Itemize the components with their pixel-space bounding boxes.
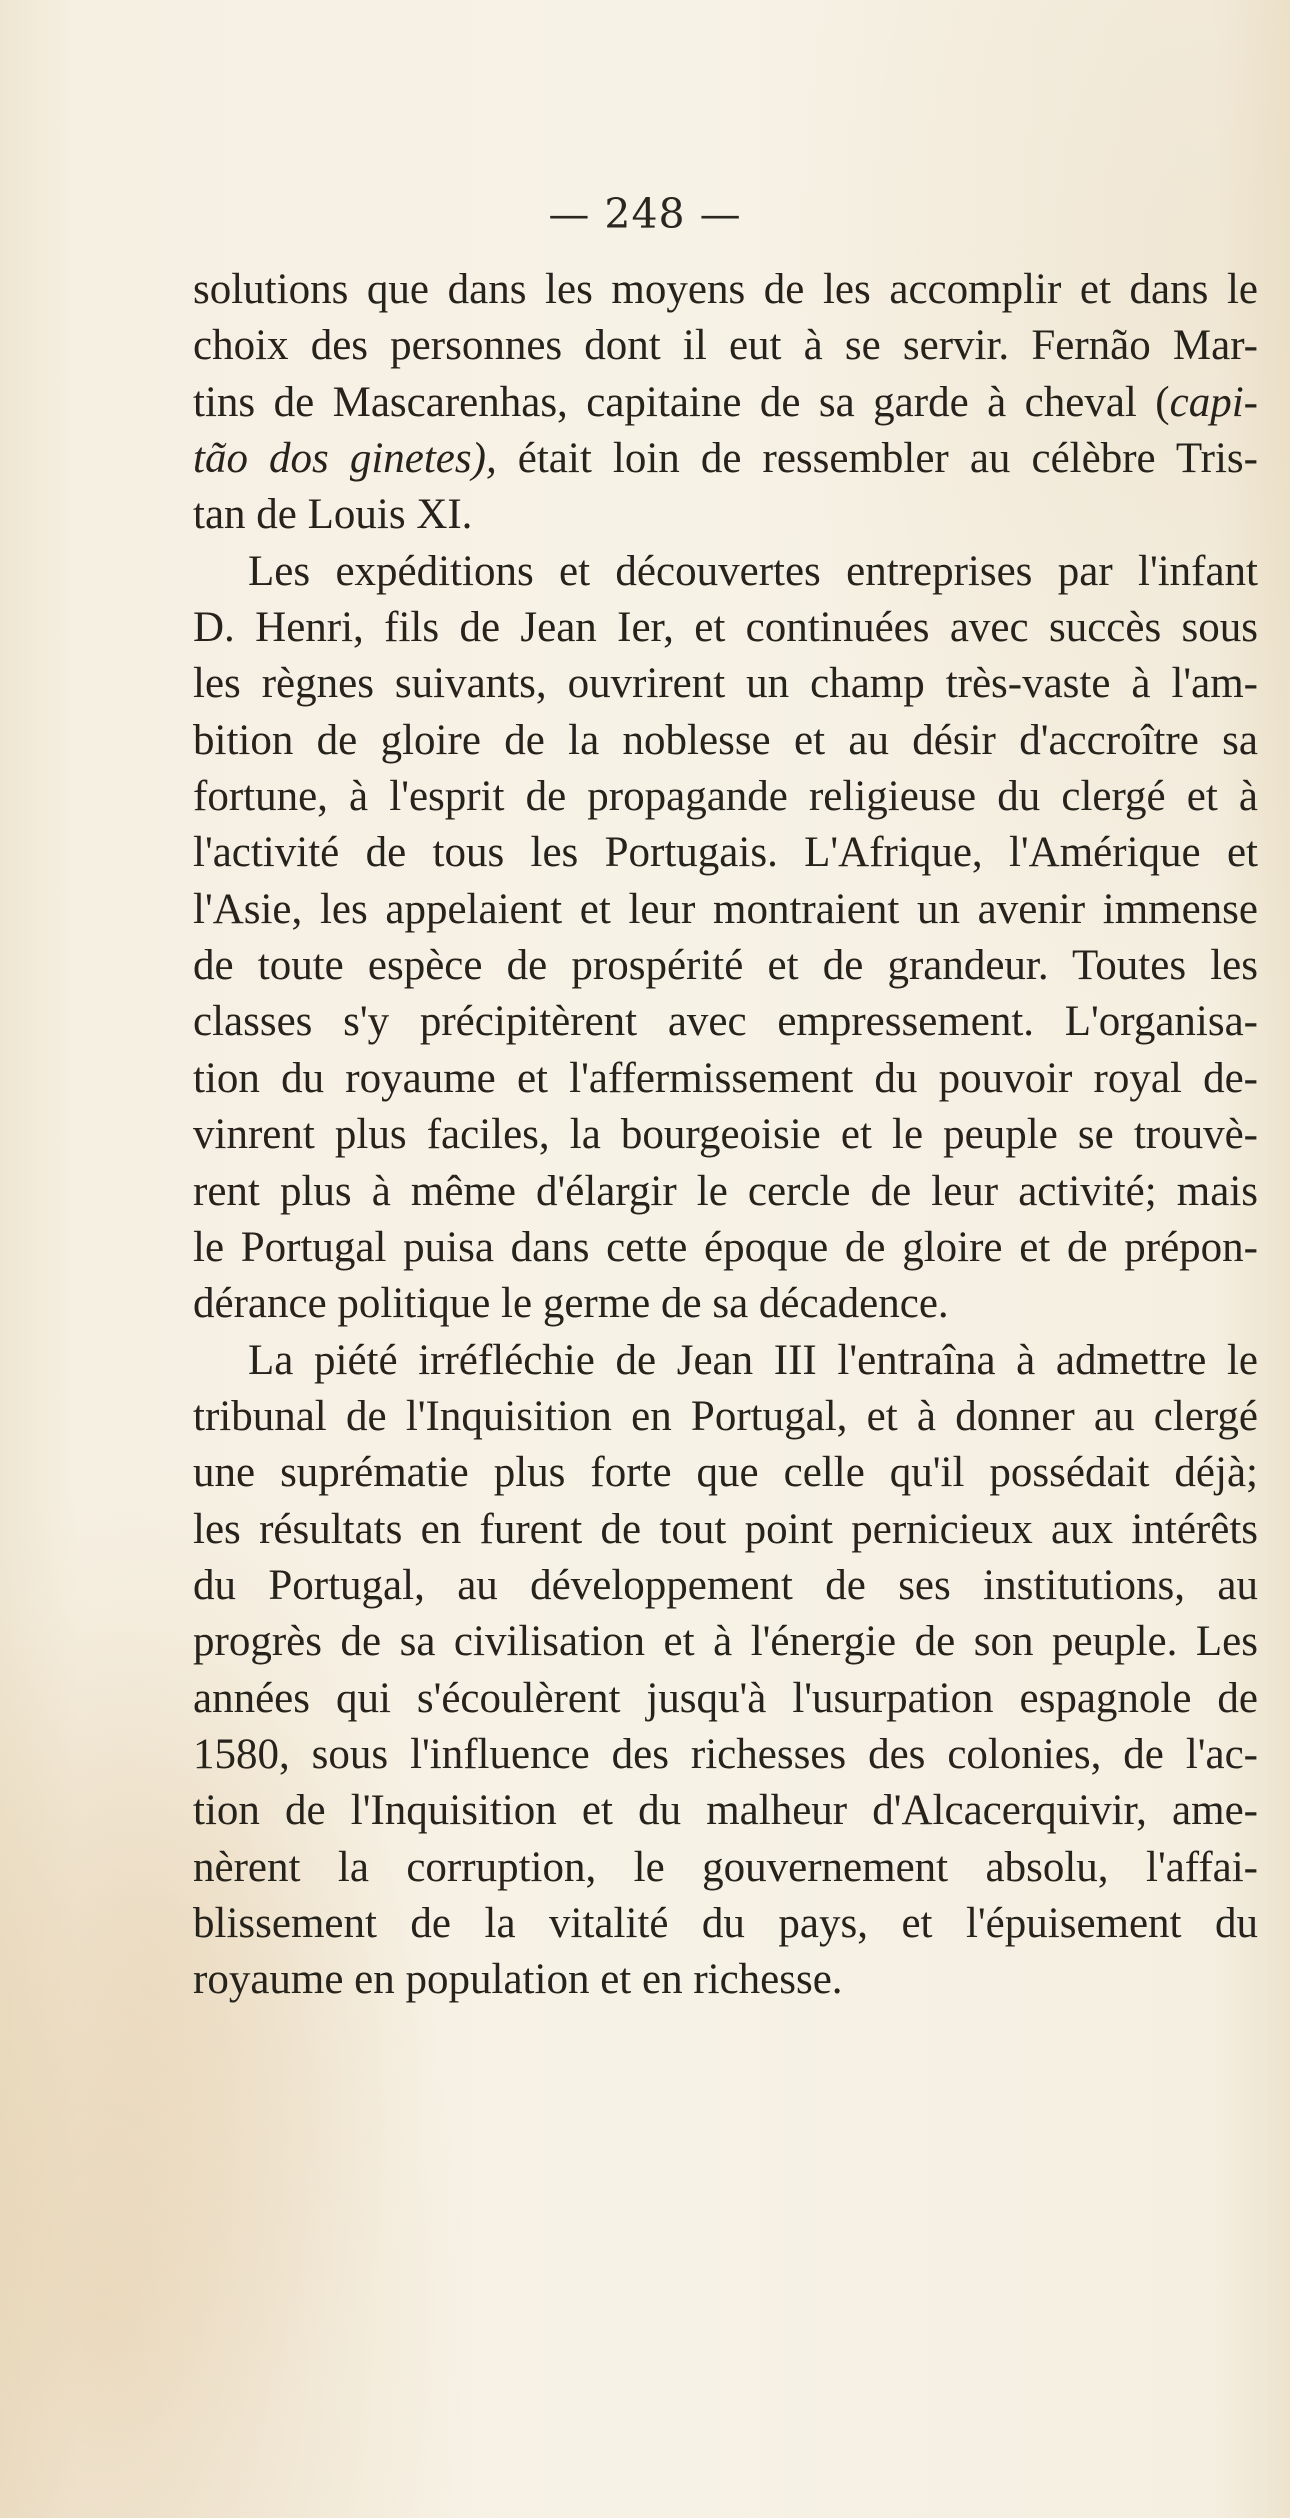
text-line: tion du royaume et l'affermissement du pouvoir royal de- xyxy=(193,1054,1258,1102)
text-line: les résultats en furent de tout point pernicieux aux intérêts xyxy=(193,1505,1258,1553)
text-line: nèrent la corruption, le gouvernement absolu, l'affai- xyxy=(193,1843,1258,1891)
text-line: royaume en population et en richesse. xyxy=(193,1956,843,2004)
italic-segment: capi- xyxy=(1169,378,1258,426)
text-line: blissement de la vitalité du pays, et l'épuisement du xyxy=(193,1899,1258,1947)
text-line: tan de Louis XI. xyxy=(193,491,473,539)
text-line xyxy=(193,375,1258,431)
text-line: fortune, à l'esprit de propagande religieuse du clergé et à xyxy=(193,773,1258,821)
text-line: La piété irréfléchie de Jean III l'entraîna à admettre le xyxy=(248,1336,1258,1384)
text-line: Les expéditions et découvertes entreprises par l'infant xyxy=(248,547,1258,595)
text-segment: tins de Mascarenhas, capitaine de sa garde à cheval ( xyxy=(193,378,1170,426)
text-line xyxy=(193,431,1258,487)
text-line: D. Henri, fils de Jean Ier, et continuées avec succès sous xyxy=(193,604,1258,652)
text-line: l'activité de tous les Portugais. L'Afrique, l'Amérique et xyxy=(193,829,1258,877)
text-line: de toute espèce de prospérité et de grandeur. Toutes les xyxy=(193,942,1258,990)
text-line: le Portugal puisa dans cette époque de gloire et de prépon- xyxy=(193,1223,1258,1271)
text-line: du Portugal, au développement de ses institutions, au xyxy=(193,1561,1258,1609)
text-line: l'Asie, les appelaient et leur montraient un avenir immense xyxy=(193,885,1258,933)
text-line: bition de gloire de la noblesse et au désir d'accroître sa xyxy=(193,716,1258,764)
text-line: progrès de sa civilisation et à l'énergie de son peuple. Les xyxy=(193,1618,1258,1666)
text-line: rent plus à même d'élargir le cercle de leur activité; mais xyxy=(193,1167,1258,1215)
text-line: solutions que dans les moyens de les accomplir et dans le xyxy=(193,266,1258,313)
text-line: les règnes suivants, ouvrirent un champ très-vaste à l'am- xyxy=(193,660,1258,708)
text-line: 1580, sous l'influence des richesses des colonies, de l'ac- xyxy=(193,1730,1258,1778)
italic-segment: tão dos ginetes), xyxy=(193,435,497,483)
text-line: tribunal de l'Inquisition en Portugal, et à donner au clergé xyxy=(193,1392,1258,1440)
text-line: dérance politique le germe de sa décadence. xyxy=(193,1280,949,1328)
text-segment: était loin de ressembler au célèbre Tris- xyxy=(496,435,1258,483)
text-line: une suprématie plus forte que celle qu'il possédait déjà; xyxy=(193,1449,1258,1497)
text-line: vinrent plus faciles, la bourgeoisie et le peuple se trouvè- xyxy=(193,1111,1258,1159)
page-number: — 248 — xyxy=(548,190,742,238)
text-line: classes s'y précipitèrent avec empressement. L'organisa- xyxy=(193,998,1258,1046)
text-line: choix des personnes dont il eut à se servir. Fernão Mar- xyxy=(193,322,1258,370)
text-line: années qui s'écoulèrent jusqu'à l'usurpation espagnole de xyxy=(193,1674,1258,1722)
text-line: tion de l'Inquisition et du malheur d'Alcacerquivir, ame- xyxy=(193,1787,1258,1835)
body-text xyxy=(193,262,1258,2009)
